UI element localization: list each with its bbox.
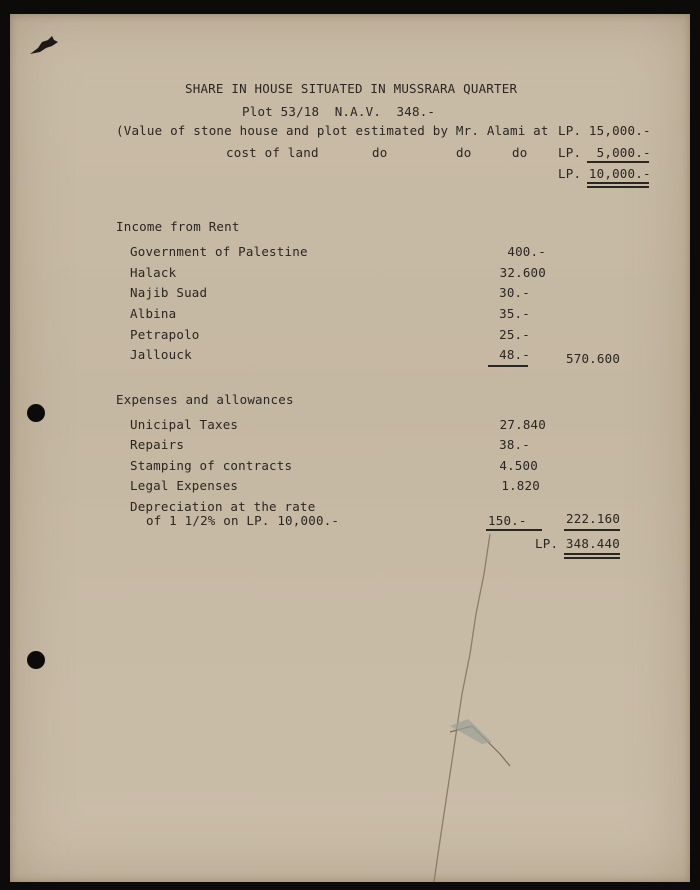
valuation-ditto-3: do: [512, 145, 528, 160]
income-item-amount: 48.-: [499, 347, 530, 362]
income-item-label: Petrapolo: [130, 327, 200, 342]
net-total: LP. 348.440: [535, 536, 620, 551]
income-item-amount: 35.-: [499, 306, 530, 321]
expense-item-label: Unicipal Taxes: [130, 417, 239, 432]
expenses-total: 222.160: [566, 511, 621, 526]
income-item-label: Halack: [130, 265, 177, 280]
land-amount-underline: [587, 161, 649, 163]
income-subtotal-underline: [488, 365, 528, 367]
expense-item-label: Stamping of contracts: [130, 458, 293, 473]
income-total: 570.600: [566, 351, 621, 366]
net-total-underline-1: [564, 553, 620, 555]
depreciation-label-line2: of 1 1/2% on LP. 10,000.-: [146, 513, 340, 528]
expense-item-amount: 4.500: [499, 458, 538, 473]
plot-line: Plot 53/18 N.A.V. 348.-: [242, 104, 436, 119]
expenses-heading: Expenses and allowances: [116, 392, 294, 407]
income-item-amount: 25.-: [499, 327, 530, 342]
expense-item-amount: 1.820: [501, 478, 540, 493]
expenses-subtotal-underline: [486, 529, 542, 531]
income-heading: Income from Rent: [116, 219, 240, 234]
income-item-label: Najib Suad: [130, 285, 208, 300]
expense-item-label: Repairs: [130, 437, 185, 452]
income-item-label: Government of Palestine: [130, 244, 308, 259]
expense-item-label: Legal Expenses: [130, 478, 239, 493]
valuation-ditto-2: do: [456, 145, 472, 160]
valuation-stone-house-text: (Value of stone house and plot estimated by Mr. Alami at: [116, 123, 549, 138]
income-item-label: Albina: [130, 306, 177, 321]
income-item-amount: 400.-: [507, 244, 546, 259]
depreciation-label-line1: Depreciation at the rate: [130, 499, 316, 514]
depreciation-amount: 150.-: [488, 513, 527, 528]
income-item-label: Jallouck: [130, 347, 192, 362]
valuation-stone-house-amount: LP. 15,000.-: [558, 123, 651, 138]
document-page: [10, 14, 690, 882]
valuation-ditto-1: do: [372, 145, 388, 160]
document-title: SHARE IN HOUSE SITUATED IN MUSSRARA QUARTER: [185, 81, 518, 96]
expenses-total-underline: [564, 529, 620, 531]
valuation-land-amount: LP. 5,000.-: [558, 145, 651, 160]
valuation-land-text: cost of land: [226, 145, 319, 160]
income-item-amount: 30.-: [499, 285, 530, 300]
net-total-underline-2: [564, 557, 620, 559]
net-amount-underline-2: [587, 186, 649, 188]
net-amount-underline-1: [587, 182, 649, 184]
expense-item-amount: 27.840: [499, 417, 546, 432]
income-item-amount: 32.600: [499, 265, 546, 280]
valuation-net-amount: LP. 10,000.-: [558, 166, 651, 181]
expense-item-amount: 38.-: [499, 437, 530, 452]
